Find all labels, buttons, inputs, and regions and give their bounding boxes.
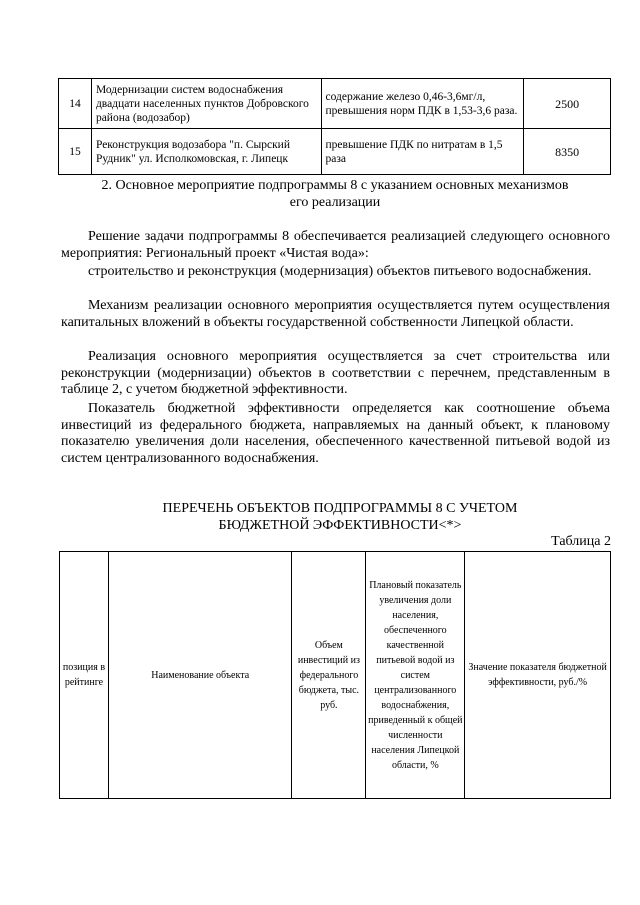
header-position: позиция в рейтинге bbox=[60, 552, 109, 799]
paragraph-text: Механизм реализации основного мероприятия осуществляется путем осуществления капитальных вложений в объекты государственной собственности Липецкой области. bbox=[61, 298, 610, 330]
paragraph bbox=[61, 349, 610, 399]
header-planned-indicator: Плановый показатель увеличения доли населения, обеспеченного качественной питьевой водой из систем централизованного водоснабжения, приведенный к общей численности населения Липецкой области, % bbox=[366, 552, 465, 799]
objects-table bbox=[59, 551, 611, 799]
header-investment: Объем инвестиций из федерального бюджета, тыс. руб. bbox=[292, 552, 366, 799]
object-reason: содержание железо 0,46-3,6мг/л, превышения норм ПДК в 1,53-3,6 раза. bbox=[321, 79, 524, 129]
section-heading: 2. Основное мероприятие подпрограммы 8 с указанием основных механизмов его реализации bbox=[101, 178, 569, 210]
header-efficiency: Значение показателя бюджетной эффективности, руб./% bbox=[465, 552, 611, 799]
paragraph-text: Решение задачи подпрограммы 8 обеспечивается реализацией следующего основного мероприятия: Региональный проект «Чистая вода»: bbox=[61, 229, 610, 261]
table-header-row bbox=[60, 552, 611, 799]
paragraph bbox=[61, 401, 610, 467]
objects-continuation-table bbox=[58, 78, 611, 175]
paragraph bbox=[61, 298, 610, 331]
paragraph bbox=[61, 229, 610, 262]
object-value: 8350 bbox=[524, 129, 611, 175]
object-reason: превышение ПДК по нитратам в 1,5 раза bbox=[321, 129, 524, 175]
object-name: Модернизации систем водоснабжения двадцати населенных пунктов Добровского района (водозабор) bbox=[91, 79, 321, 129]
object-name: Реконструкция водозабора "п. Сырский Рудник" ул. Исполкомовская, г. Липецк bbox=[91, 129, 321, 175]
table-label: Таблица 2 bbox=[551, 534, 611, 549]
header-object-name: Наименование объекта bbox=[108, 552, 291, 799]
paragraph-text: строительство и реконструкция (модернизация) объектов питьевого водоснабжения. bbox=[88, 264, 592, 279]
paragraph-text: Реализация основного мероприятия осуществляется за счет строительства или реконструкции (модернизации) объектов в соответствии с перечнем, представленным в таблице 2, с учетом бюджетной эффективности. bbox=[61, 349, 610, 398]
row-number: 14 bbox=[59, 79, 92, 129]
list-title: ПЕРЕЧЕНЬ ОБЪЕКТОВ ПОДПРОГРАММЫ 8 С УЧЕТОМ БЮДЖЕТНОЙ ЭФФЕКТИВНОСТИ<*> bbox=[162, 501, 518, 533]
table-row bbox=[59, 129, 611, 175]
table-row bbox=[59, 79, 611, 129]
paragraph-text: Показатель бюджетной эффективности определяется как соотношение объема инвестиций из федерального бюджета, направляемых на данный объект, к плановому показателю увеличения доли населения, обеспеченного качественной питьевой водой из систем централизованного водоснабжения. bbox=[61, 401, 610, 466]
object-value: 2500 bbox=[524, 79, 611, 129]
paragraph bbox=[61, 264, 610, 281]
row-number: 15 bbox=[59, 129, 92, 175]
